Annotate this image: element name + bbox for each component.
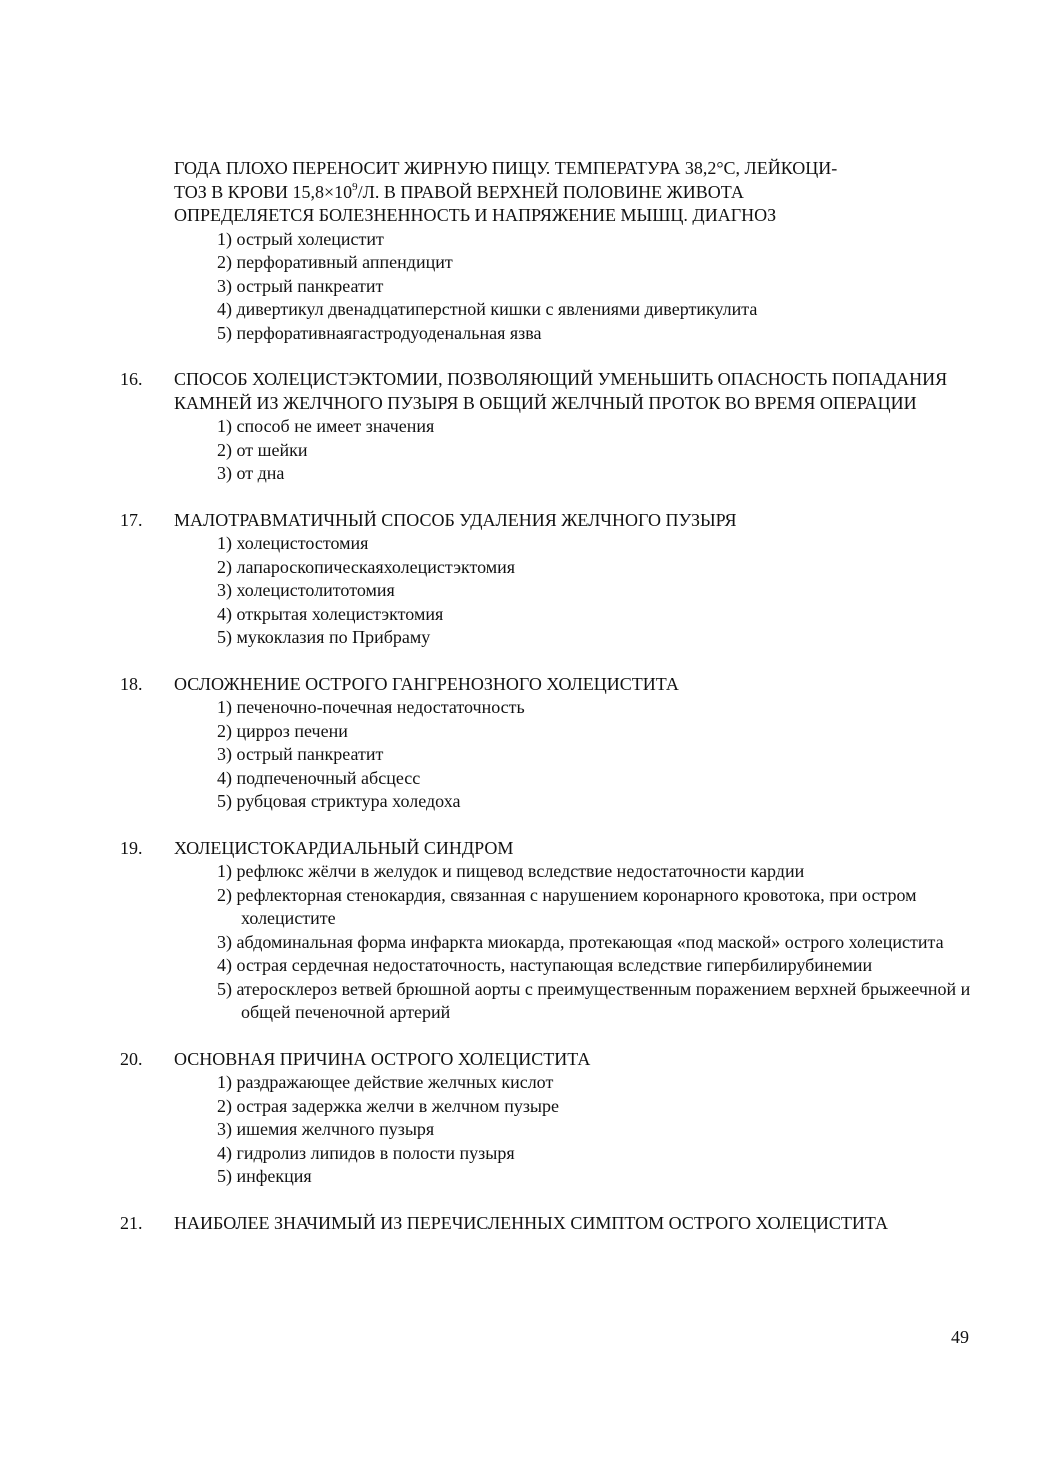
intro-line-2-a: ТОЗ В КРОВИ 15,8×10 bbox=[174, 181, 353, 202]
answer-option: 3) холецистолитотомия bbox=[217, 580, 395, 600]
answer-option: 3) острый панкреатит bbox=[217, 275, 384, 296]
exponent: 9 bbox=[352, 180, 358, 193]
question-19 bbox=[120, 837, 977, 1025]
answer-option: 3) абдоминальная форма инфаркта миокарда, протекающая «под маской» острого холецистита bbox=[217, 931, 944, 952]
answer-option: 1) печеночно-почечная недостаточность bbox=[217, 697, 525, 717]
answer-option: 5) атеросклероз ветвей брюшной аорты с преимущественным поражением верхней брыжеечной и общей печеночной артерий bbox=[217, 978, 971, 1022]
answer-option: 4) подпеченочный абсцесс bbox=[217, 767, 421, 788]
answer-option: 2) острая задержка желчи в желчном пузыре bbox=[217, 1095, 560, 1116]
answer-option: 1) острый холецистит bbox=[217, 228, 384, 249]
answer-option: 2) цирроз печени bbox=[217, 720, 348, 741]
answer-option: 5) мукоклазия по Прибраму bbox=[217, 627, 431, 647]
question-text bbox=[120, 1048, 977, 1072]
question-number: 19. bbox=[120, 837, 143, 858]
question-number: 18. bbox=[120, 673, 143, 694]
question-18 bbox=[120, 673, 977, 814]
answer-option: 5) перфоративнаягастродуоденальная язва bbox=[217, 322, 542, 343]
answer-option: 3) острый панкреатит bbox=[217, 744, 384, 764]
page-content bbox=[120, 157, 977, 1235]
answer-option: 1) раздражающее действие желчных кислот bbox=[217, 1072, 554, 1092]
question-20 bbox=[120, 1048, 977, 1189]
question-text bbox=[120, 673, 977, 697]
answer-option: 4) гидролиз липидов в полости пузыря bbox=[217, 1142, 515, 1163]
question-continuation bbox=[174, 157, 977, 228]
question-17 bbox=[120, 509, 977, 650]
question-text bbox=[120, 1212, 977, 1236]
answer-option: 2) перфоративный аппендицит bbox=[217, 252, 453, 272]
answer-option: 1) холецистостомия bbox=[217, 533, 369, 553]
question-text bbox=[120, 509, 977, 533]
page-number: 49 bbox=[951, 1327, 969, 1347]
answer-option: 4) открытая холецистэктомия bbox=[217, 603, 444, 624]
question-21 bbox=[120, 1212, 977, 1236]
intro-line-2 bbox=[174, 181, 977, 205]
question-16 bbox=[120, 368, 977, 486]
question-number: 20. bbox=[120, 1048, 143, 1069]
intro-line-1: ГОДА ПЛОХО ПЕРЕНОСИТ ЖИРНУЮ ПИЩУ. ТЕМПЕРАТУРА 38,2°С, ЛЕЙКОЦИ- bbox=[174, 158, 838, 178]
question-number: 16. bbox=[120, 369, 143, 389]
answer-option: 2) от шейки bbox=[217, 439, 308, 460]
answer-option: 2) рефлекторная стенокардия, связанная с нарушением коронарного кровотока, при остром холецистите bbox=[217, 884, 917, 928]
question-title: ОСНОВНАЯ ПРИЧИНА ОСТРОГО ХОЛЕЦИСТИТА bbox=[174, 1048, 591, 1069]
answer-option: 5) рубцовая стриктура холедоха bbox=[217, 791, 461, 811]
answer-option: 4) дивертикул двенадцатиперстной кишки с явлениями дивертикулита bbox=[217, 299, 758, 319]
question-title: ХОЛЕЦИСТОКАРДИАЛЬНЫЙ СИНДРОМ bbox=[174, 837, 514, 858]
question-title: МАЛОТРАВМАТИЧНЫЙ СПОСОБ УДАЛЕНИЯ ЖЕЛЧНОГО ПУЗЫРЯ bbox=[174, 509, 737, 530]
question-number: 21. bbox=[120, 1212, 143, 1233]
question-text bbox=[120, 368, 977, 415]
answer-option: 1) рефлюкс жёлчи в желудок и пищевод вследствие недостаточности кардии bbox=[217, 861, 805, 881]
answer-option: 3) ишемия желчного пузыря bbox=[217, 1119, 435, 1139]
intro-options bbox=[147, 228, 977, 346]
question-title: СПОСОБ ХОЛЕЦИСТЭКТОМИИ, ПОЗВОЛЯЮЩИЙ УМЕНЬШИТЬ ОПАСНОСТЬ ПОПАДАНИЯ КАМНЕЙ ИЗ ЖЕЛЧНОГО ПУЗЫРЯ В ОБЩИЙ ЖЕЛЧНЫЙ ПРОТОК ВО ВРЕМЯ ОПЕРАЦИИ bbox=[174, 369, 948, 413]
question-text bbox=[120, 837, 977, 861]
intro-line-2-b: /Л. В ПРАВОЙ ВЕРХНЕЙ ПОЛОВИНЕ ЖИВОТА bbox=[357, 181, 744, 202]
answer-option: 5) инфекция bbox=[217, 1166, 312, 1186]
intro-line-3: ОПРЕДЕЛЯЕТСЯ БОЛЕЗНЕННОСТЬ И НАПРЯЖЕНИЕ МЫШЦ. ДИАГНОЗ bbox=[174, 205, 777, 225]
question-number: 17. bbox=[120, 509, 143, 530]
answer-option: 3) от дна bbox=[217, 463, 285, 483]
answer-option: 2) лапароскопическаяхолецистэктомия bbox=[217, 556, 516, 577]
answer-option: 4) острая сердечная недостаточность, наступающая вследствие гипербилирубинемии bbox=[217, 955, 873, 975]
question-title: ОСЛОЖНЕНИЕ ОСТРОГО ГАНГРЕНОЗНОГО ХОЛЕЦИСТИТА bbox=[174, 673, 679, 694]
question-title: НАИБОЛЕЕ ЗНАЧИМЫЙ ИЗ ПЕРЕЧИСЛЕННЫХ СИМПТОМ ОСТРОГО ХОЛЕЦИСТИТА bbox=[174, 1212, 889, 1233]
answer-option: 1) способ не имеет значения bbox=[217, 416, 435, 436]
